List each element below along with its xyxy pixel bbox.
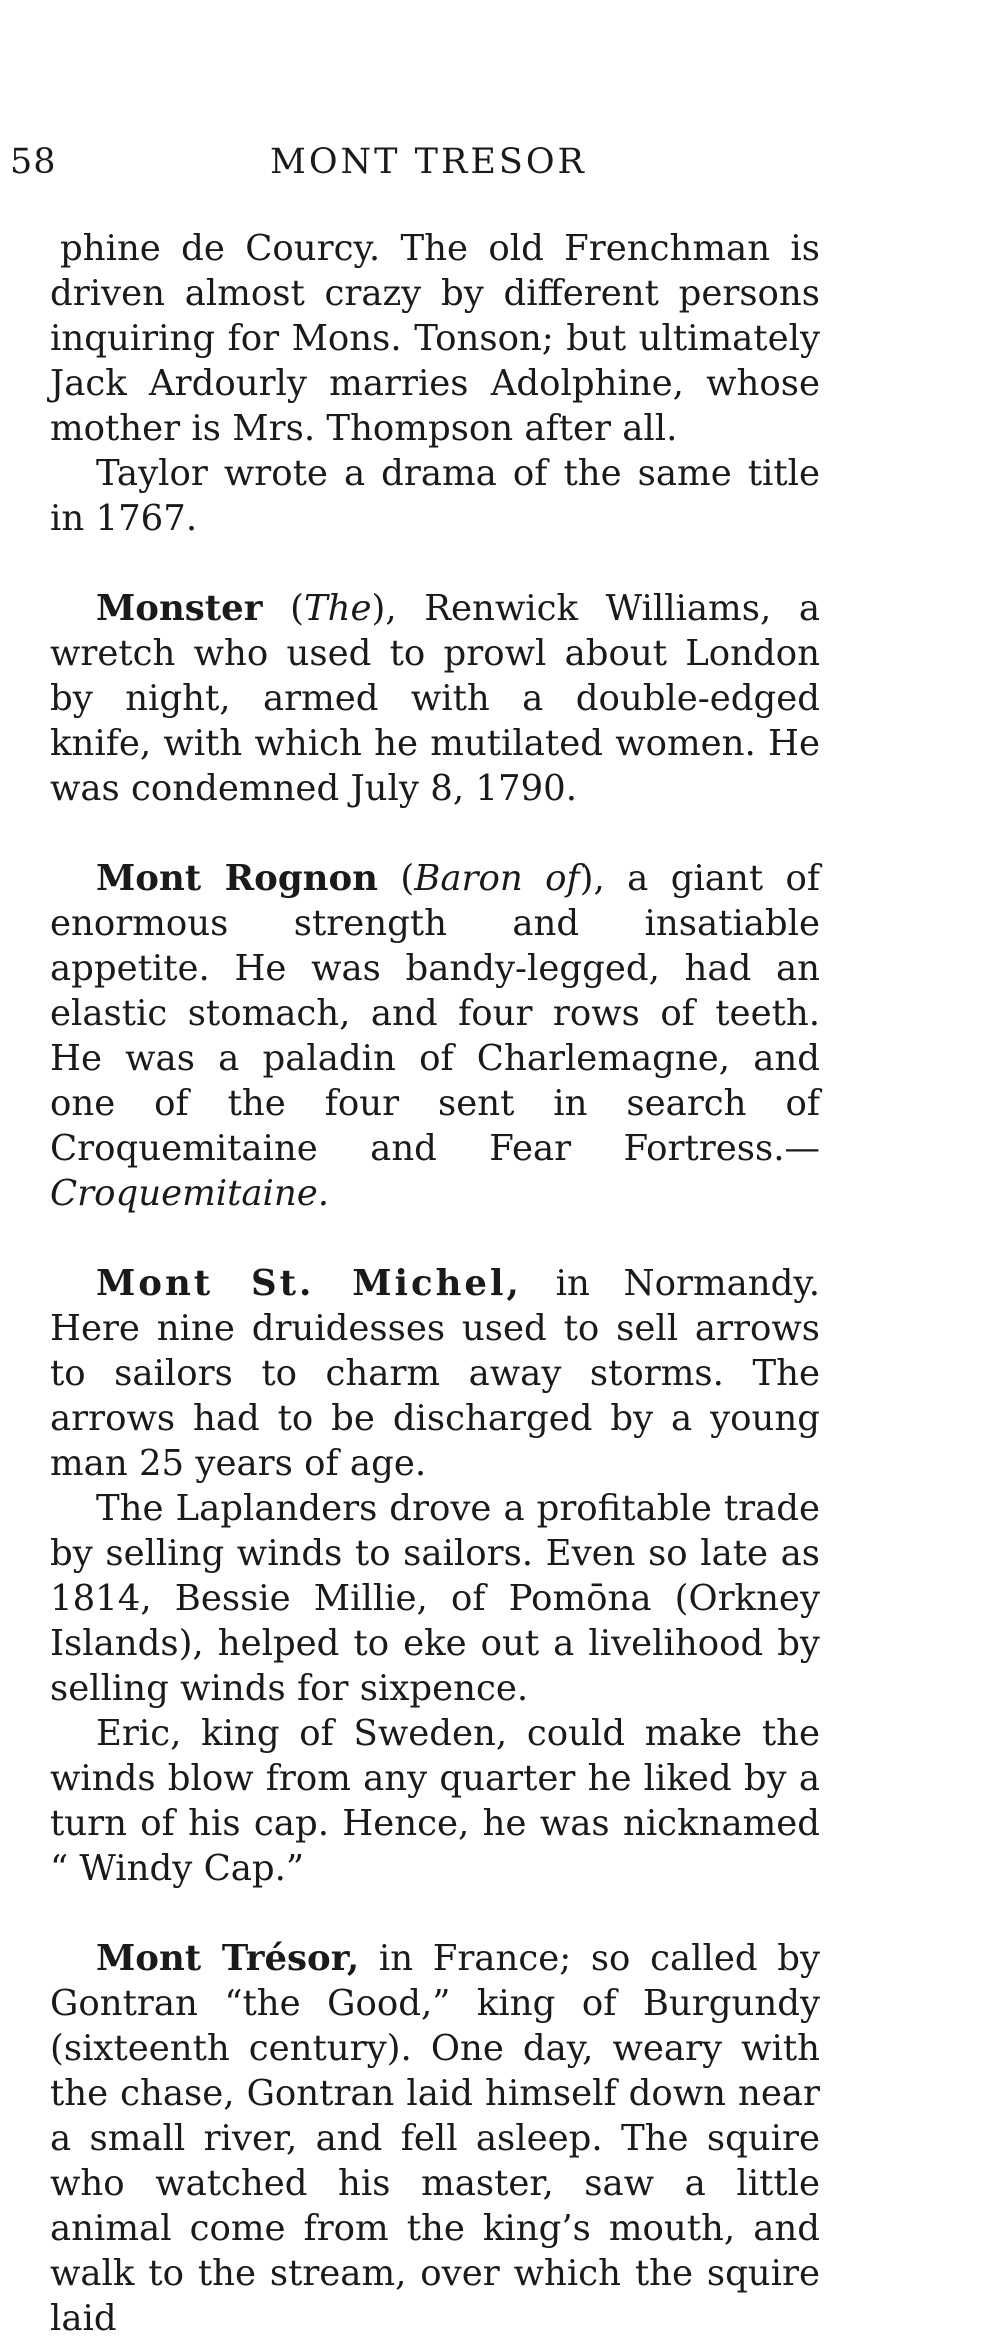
continuation-text: phine de Courcy. The old Frenchman is driven almost crazy by different persons inquiring for Mons. Tonson; but ultimately Jack Ardourly marries Adolphine, whose mother is Mrs. Thompson after all. [50, 228, 820, 449]
entry-mont-tresor-body: in France; so called by Gontran “the Good,” king of Burgundy (sixteenth century). One day, weary with the chase, Gontran laid himself down near a small river, and fell asleep. The squire who watched his master, saw a little animal come from the king’s mouth, and walk to the stream, over which the squire laid [50, 1938, 820, 2339]
entry-mont-st-michel-para-3-text: Eric, king of Sweden, could make the winds blow from any quarter he liked by a turn of his cap. Hence, he was nicknamed “ Windy Cap.” [50, 1713, 820, 1889]
entry-mont-rognon-body: a giant of enormous strength and insatiable appetite. He was bandy-legged, had an elastic stomach, and four rows of teeth. He was a paladin of Charlemagne, and one of the four sent in search of Croquemitaine and Fear Fortress.— [50, 858, 821, 1169]
page-header [0, 140, 1000, 190]
headword-mont-rognon-qualifier: Baron of [414, 858, 580, 899]
headword-mont-tresor: Mont Trésor, [96, 1938, 360, 1979]
entry-mont-st-michel-para-2 [50, 1486, 820, 1711]
headword-mont-st-michel: Mont St. Michel, [96, 1263, 522, 1304]
entry-monster-paragraph: Monster (The), Renwick Williams, a wretch who used to prowl about London by night, armed with a double-edged knife, with which he mutilated women. He was condemned July 8, 1790. [50, 588, 821, 809]
entry-mont-tresor [50, 1936, 820, 2341]
headword-monster: Monster [96, 588, 263, 629]
headword-monster-qualifier: The [303, 588, 372, 629]
entry-mont-st-michel-paragraph [50, 1261, 820, 1486]
page-number: 58 [10, 142, 57, 182]
entry-mont-st-michel-body: in Normandy. Here nine druidesses used to sell arrows to sailors to charm away storms. The arrows had to be discharged by a young man 25 years of age. [50, 1263, 820, 1484]
entry-mont-st-michel [50, 1261, 820, 1891]
entry-mont-rognon [50, 856, 820, 1216]
entry-mont-rognon-source: Croquemitaine. [50, 1173, 330, 1214]
continuation-paragraph [50, 226, 820, 451]
page-body [50, 226, 820, 2341]
continuation-note-text: Taylor wrote a drama of the same title in 1767. [50, 453, 820, 539]
headword-mont-rognon: Mont Rognon [96, 858, 378, 899]
running-title: MONT TRESOR [270, 142, 587, 182]
entry-mont-st-michel-para-3 [50, 1711, 820, 1891]
entry-monster [50, 586, 820, 811]
entry-mont-tresor-paragraph [50, 1936, 820, 2341]
entry-mont-st-michel-para-2-text: The Laplanders drove a profitable trade by selling winds to sailors. Even so late as 1814, Bessie Millie, of Pomōna (Orkney Islands), helped to eke out a livelihood by selling winds for sixpence. [50, 1488, 820, 1709]
entry-monster-body: Renwick Williams, a wretch who used to prowl about London by night, armed with a double-edged knife, with which he mutilated women. He was condemned July 8, 1790. [50, 588, 821, 809]
entry-mont-rognon-paragraph: Mont Rognon (Baron of), a giant of enormous strength and insatiable appetite. He was bandy-legged, had an elastic stomach, and four rows of teeth. He was a paladin of Charlemagne, and one of the four sent in search of Croquemitaine and Fear Fortress.—Croquemitaine. [50, 858, 821, 1214]
continuation-note [50, 451, 820, 541]
